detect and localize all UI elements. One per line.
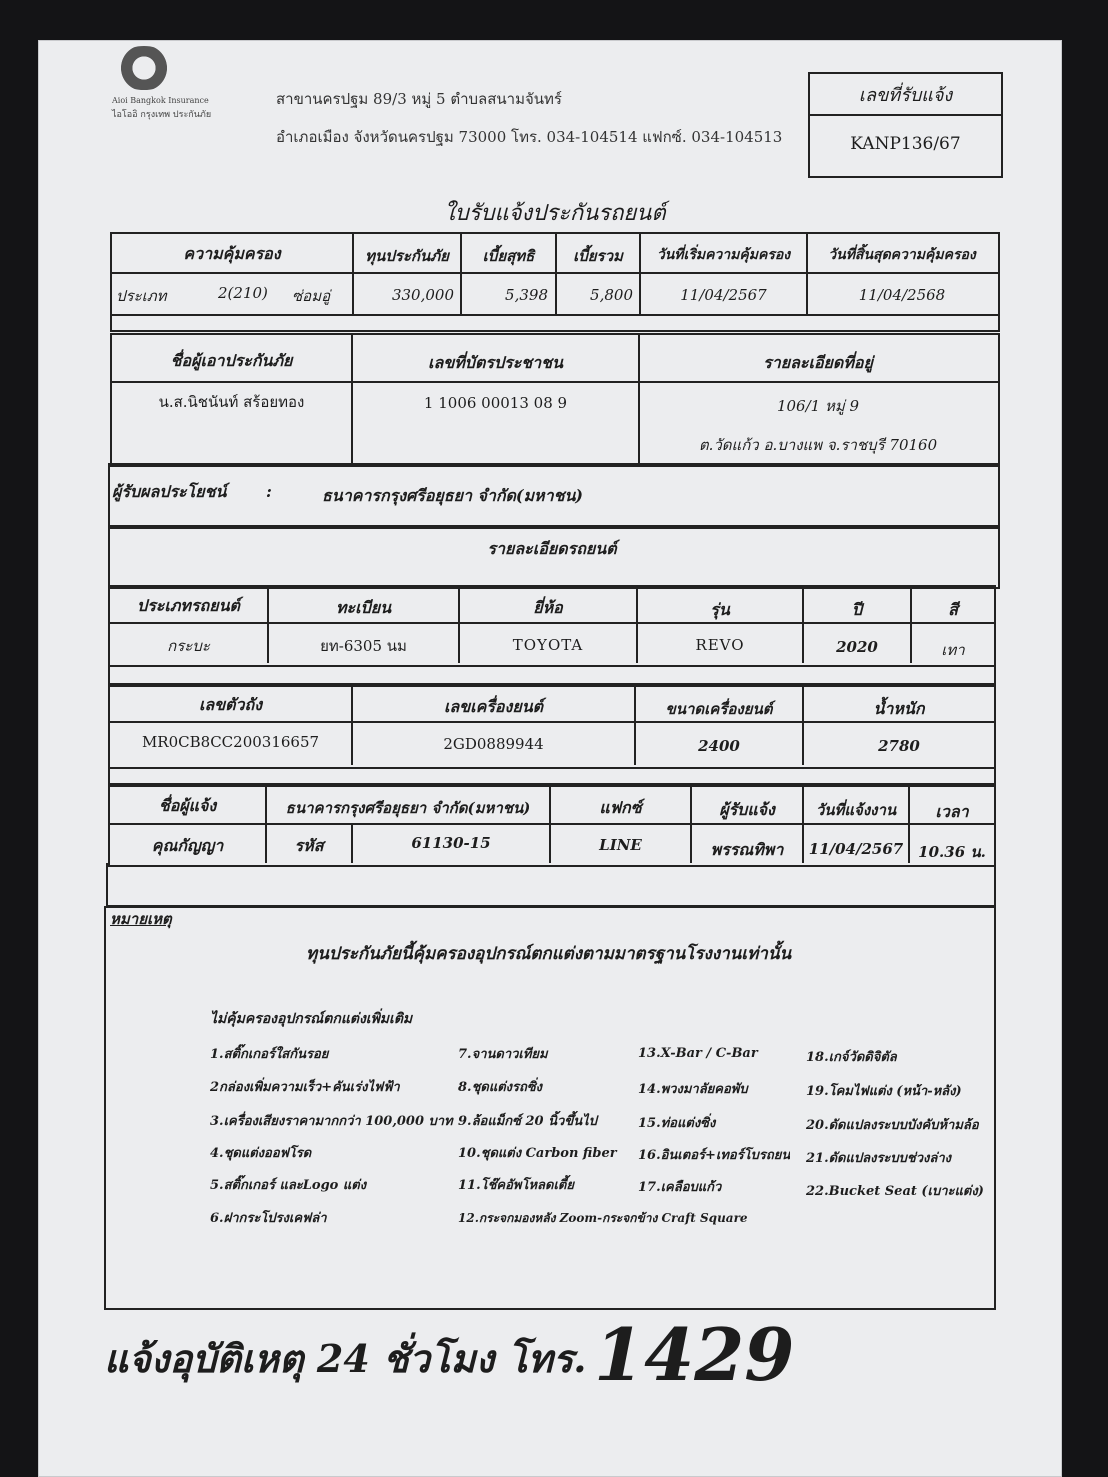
vehicle-plate: ยท-6305 นม <box>320 637 407 655</box>
header-plate: ทะเบียน <box>335 598 392 617</box>
remark-item: 11.โช๊คอัพโหลดเตี้ย <box>458 1178 574 1193</box>
insured-name: น.ส.นิชนันท์ สร้อยทอง <box>158 393 305 411</box>
address-line-2-value: ต.วัดแก้ว อ.บางแพ จ.ราชบุรี 70160 <box>698 436 938 454</box>
remark-item: 19.โคมไฟแต่ง (หน้า-หลัง) <box>806 1084 962 1099</box>
coverage-repair: ซ่อมอู่ <box>292 287 331 305</box>
remark-item: 8.ชุดแต่งรถซิ่ง <box>458 1080 543 1095</box>
logo-text-en: Aioi Bangkok Insurance <box>112 96 209 105</box>
remark-item: 21.ดัดแปลงระบบช่วงล่าง <box>806 1151 951 1166</box>
header-id-card: เลขที่บัตรประชาชน <box>428 353 563 372</box>
sum-insured: 330,000 <box>391 286 454 304</box>
header-total-premium: เบี้ยรวม <box>573 247 623 265</box>
header-engine-size: ขนาดเครื่องยนต์ <box>665 700 773 718</box>
header-sum-insured: ทุนประกันภัย <box>365 247 449 265</box>
notifier-name: คุณกัญญา <box>151 836 224 855</box>
id-card-number: 1 1006 00013 08 9 <box>423 394 568 412</box>
header-model: รุ่น <box>710 600 730 619</box>
header-start-date: วันที่เริ่มความคุ้มครอง <box>656 247 791 263</box>
header-time: เวลา <box>935 802 969 821</box>
header-notify-date: วันที่แจ้งงาน <box>815 801 897 819</box>
remark-item: 20.ดัดแปลงระบบบังคับห้ามล้อ <box>806 1118 979 1133</box>
remark-item: 7.จานดาวเทียม <box>458 1047 548 1062</box>
header-net-premium: เบี้ยสุทธิ <box>482 247 535 265</box>
notifier-fax: LINE <box>599 836 642 854</box>
vehicle-section-title: รายละเอียดรถยนต์ <box>487 539 617 558</box>
header-fax: แฟกซ์ <box>599 798 642 817</box>
remark-item: 6.ฝากระโปรงเคฟล่า <box>210 1211 327 1226</box>
notifier-code: 61130-15 <box>411 834 491 852</box>
spacer-row-2 <box>108 765 996 785</box>
remark-item: 2กล่องเพิ่มความเร็ว+คันเร่งไฟฟ้า <box>210 1080 400 1095</box>
remark-item: 17.เคลือบแก้ว <box>638 1180 722 1195</box>
header-vehicle-type: ประเภทรถยนต์ <box>137 596 240 615</box>
remark-item: 1.สติ๊กเกอร์ใสกันรอย <box>210 1047 329 1062</box>
remark-item: 9.ล้อแม็กซ์ 20 นิ้วขึ้นไป <box>458 1114 597 1129</box>
vehicle-model: REVO <box>695 636 745 654</box>
receipt-label: เลขที่รับแจ้ง <box>858 85 953 106</box>
header-address: รายละเอียดที่อยู่ <box>763 353 873 372</box>
address-line-1-value: 106/1 หมู่ 9 <box>776 397 860 415</box>
header-chassis: เลขตัวถัง <box>198 695 263 714</box>
header-end-date: วันที่สิ้นสุดความคุ้มครอง <box>828 247 976 263</box>
remark-item: 3.เครื่องเสียงราคามากกว่า 100,000 บาท <box>210 1114 453 1129</box>
chassis-number: MR0CB8CC200316657 <box>141 733 320 751</box>
remark-item: 4.ชุดแต่งออฟโรด <box>210 1146 312 1161</box>
remark-item: 18.เกจ์วัดดิจิตัล <box>806 1050 897 1065</box>
remark-item: 10.ชุดแต่ง Carbon fiber <box>458 1146 617 1161</box>
vehicle-weight: 2780 <box>878 737 920 755</box>
total-premium: 5,800 <box>590 286 633 304</box>
coverage-type-label: ประเภท <box>116 287 167 305</box>
engine-number: 2GD0889944 <box>443 735 544 753</box>
document-title: ใบรับแจ้งประกันรถยนต์ <box>444 201 666 226</box>
spacer-row-1 <box>108 663 996 685</box>
address-line-2: อำเภอเมือง จังหวัดนครปฐม 73000 โทร. 034-104514 แฟกซ์. 034-104513 <box>276 128 783 146</box>
header-notifier-name: ชื่อผู้แจ้ง <box>158 796 217 815</box>
header-receiver: ผู้รับแจ้ง <box>719 800 775 819</box>
header-year: ปี <box>851 600 863 619</box>
remark-item: 13.X-Bar / C-Bar <box>638 1046 758 1061</box>
notifier-code-label: รหัส <box>294 836 324 855</box>
remarks-main: ทุนประกันภัยนี้คุ้มครองอุปกรณ์ตกแต่งตามมาตรฐานโรงงานเท่านั้น <box>306 944 792 964</box>
beneficiary-colon: : <box>266 482 272 501</box>
notifier-time: 10.36 น. <box>918 843 986 861</box>
remark-item: 16.อินเตอร์+เทอร์โบรถยน <box>638 1148 791 1163</box>
engine-size: 2400 <box>698 737 740 755</box>
end-date: 11/04/2568 <box>858 286 946 304</box>
remarks-label: หมายเหตุ <box>110 910 172 928</box>
header-notifier-bank: ธนาคารกรุงศรีอยุธยา จำกัด(มหาชน) <box>285 799 531 817</box>
beneficiary-label: ผู้รับผลประโยชน์ <box>112 482 227 501</box>
coverage-type-value: 2(210) <box>218 284 268 302</box>
header-engine-no: เลขเครื่องยนต์ <box>443 697 544 716</box>
remark-item: 22.Bucket Seat (เบาะแต่ง) <box>806 1184 984 1199</box>
beneficiary-value: ธนาคารกรุงศรีอยุธยา จำกัด(มหาชน) <box>322 486 583 505</box>
header-brand: ยี่ห้อ <box>533 598 563 617</box>
address-line-1: สาขานครปฐม 89/3 หมู่ 5 ตำบลสนามจันทร์ <box>276 90 562 108</box>
start-date: 11/04/2567 <box>680 286 767 304</box>
remark-item: 14.พวงมาลัยคอพับ <box>638 1082 748 1097</box>
remark-item: 12.กระจกมองหลัง Zoom-กระจกข้าง Craft Square <box>458 1211 748 1225</box>
vehicle-type: กระบะ <box>167 637 210 655</box>
remark-item: 15.ท่อแต่งซิ่ง <box>638 1116 716 1131</box>
remarks-sub: ไม่คุ้มครองอุปกรณ์ตกแต่งเพิ่มเติม <box>210 1011 413 1027</box>
receipt-number: KANP136/67 <box>850 134 961 154</box>
notifier-receiver: พรรณทิพา <box>710 840 784 859</box>
header-insured-name: ชื่อผู้เอาประกันภัย <box>170 351 293 370</box>
notifier-date: 11/04/2567 <box>808 840 904 858</box>
company-logo <box>113 46 175 90</box>
remark-item: 5.สติ๊กเกอร์ และLogo แต่ง <box>210 1178 367 1193</box>
hotline-number: 1429 <box>594 1312 795 1397</box>
header-color: สี <box>948 600 958 619</box>
logo-text-th: ไอโออิ กรุงเทพ ประกันภัย <box>112 110 212 120</box>
vehicle-brand: TOYOTA <box>512 636 584 654</box>
hotline-text: แจ้งอุบัติเหตุ 24 ชั่วโมง โทร. <box>104 1336 587 1381</box>
header-coverage: ความคุ้มครอง <box>183 244 281 263</box>
header-weight: น้ำหนัก <box>873 699 925 718</box>
spacer-row-3 <box>106 863 996 907</box>
vehicle-year: 2020 <box>836 638 878 656</box>
net-premium: 5,398 <box>505 286 548 304</box>
vehicle-color: เทา <box>941 641 965 659</box>
